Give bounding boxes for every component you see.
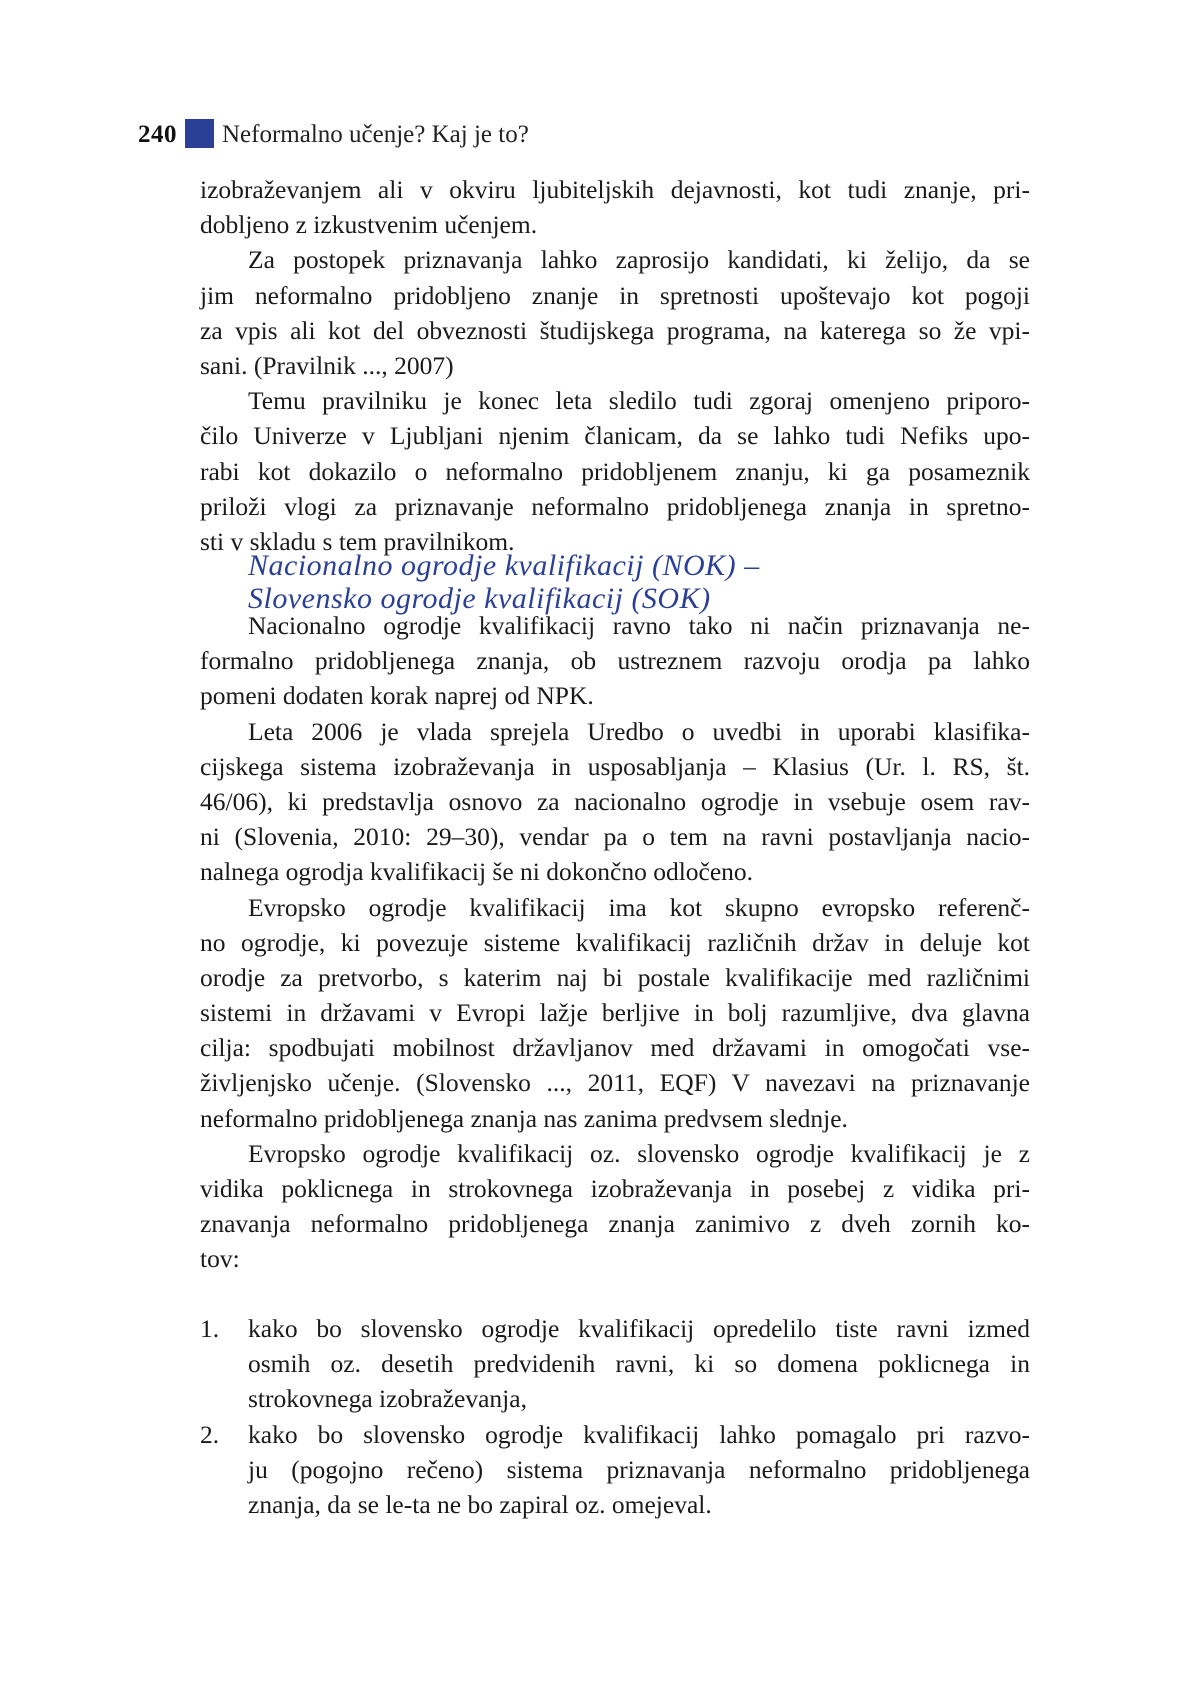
list-item [200,1417,1030,1523]
text-line: osmih oz. desetih predvidenih ravni, ki so domena poklicnega in [248,1349,1030,1379]
text-line: sistemi in državami v Evropi lažje berljive in bolj razumljive, dva glavna [200,998,1030,1028]
list-item [200,1311,1030,1417]
text-line: sani. (Pravilnik ..., 2007) [200,350,454,380]
list-item-body [248,1311,1030,1417]
text-line: Za postopek priznavanja lahko zaprosijo kandidati, ki želijo, da se [248,245,1030,275]
text-line: vidika poklicnega in strokovnega izobraževanja in posebej z vidika pri- [200,1174,1030,1203]
list-number: 2. [200,1419,220,1449]
list-item-body [248,1417,1030,1523]
text-line: Evropsko ogrodje kvalifikacij oz. slovensko ogrodje kvalifikacij je z [248,1138,1030,1168]
running-title: Neformalno učenje? Kaj je to? [222,121,529,148]
text-line: formalno pridobljenega znanja, ob ustreznem razvoju orodja pa lahko [200,646,1030,676]
text-line: strokovnega izobraževanja, [248,1384,527,1414]
text-line: neformalno pridobljenega znanja nas zanima predvsem slednje. [200,1103,848,1133]
section-heading-line-2: Slovensko ogrodje kvalifikacij (SOK) [248,582,711,615]
text-line: Evropsko ogrodje kvalifikacij ima kot skupno evropsko referenč- [248,892,1030,922]
text-line: dobljeno z izkustvenim učenjem. [200,210,538,240]
text-line: tov: [200,1244,240,1274]
running-header [138,118,529,148]
text-line: Leta 2006 je vlada sprejela Uredbo o uvedbi in uporabi klasifika- [248,716,1030,746]
section-heading-line-1: Nacionalno ogrodje kvalifikacij (NOK) – [248,549,760,582]
text-line: priloži vlogi za priznavanje neformalno pridobljenega znanja in spretno- [200,491,1030,521]
text-line: rabi kot dokazilo o neformalno pridobljenem znanju, ki ga posameznik [200,456,1030,486]
text-line: čilo Univerze v Ljubljani njenim članicam, da se lahko tudi Nefiks upo- [200,421,1030,451]
text-line: ni (Slovenia, 2010: 29–30), vendar pa o tem na ravni postavljanja nacio- [200,822,1030,852]
text-line: znanja, da se le-ta ne bo zapiral oz. omejeval. [248,1489,712,1519]
text-line: pomeni dodaten korak naprej od NPK. [200,681,594,711]
text-line: izobraževanjem ali v okviru ljubiteljskih dejavnosti, kot tudi znanje, pri- [200,175,1030,204]
text-line: jim neformalno pridobljeno znanje in spretnosti upoštevajo kot pogoji [200,280,1030,310]
text-line: kako bo slovensko ogrodje kvalifikacij opredelilo tiste ravni izmed [248,1314,1030,1343]
text-line: znavanja neformalno pridobljenega znanja zanimivo z dveh zornih ko- [200,1209,1030,1239]
text-line: sti v skladu s tem pravilnikom. [200,526,515,556]
blue-square-icon [185,119,214,148]
page-number: 240 [138,121,177,148]
list-number: 1. [200,1314,220,1343]
section-heading [248,549,760,615]
text-line: orodje za pretvorbo, s katerim naj bi postale kvalifikacije med različnimi [200,962,1030,992]
text-line: za vpis ali kot del obveznosti študijskega programa, na katerega so že vpi- [200,315,1030,345]
text-line: nalnega ogrodja kvalifikacij še ni dokončno odločeno. [200,857,754,887]
text-line: Temu pravilniku je konec leta sledilo tudi zgoraj omenjeno priporo- [248,386,1030,416]
numbered-list [200,1311,1030,1522]
body-text-block-2 [200,608,1030,1277]
text-line: cijskega sistema izobraževanja in usposabljanja – Klasius (Ur. l. RS, št. [200,751,1030,781]
text-line: kako bo slovensko ogrodje kvalifikacij lahko pomagalo pri razvo- [248,1419,1030,1449]
text-line: no ogrodje, ki povezuje sisteme kvalifikacij različnih držav in deluje kot [200,927,1030,957]
text-line: cilja: spodbujati mobilnost državljanov med državami in omogočati vse- [200,1033,1030,1063]
text-line: ju (pogojno rečeno) sistema priznavanja neformalno pridobljenega [248,1454,1030,1484]
body-text-block-1 [200,172,1030,559]
text-line: Nacionalno ogrodje kvalifikacij ravno tako ni način priznavanja ne- [248,611,1030,640]
text-line: življenjsko učenje. (Slovensko ..., 2011, EQF) V navezavi na priznavanje [200,1068,1030,1098]
text-line: 46/06), ki predstavlja osnovo za nacionalno ogrodje in vsebuje osem rav- [200,786,1030,816]
